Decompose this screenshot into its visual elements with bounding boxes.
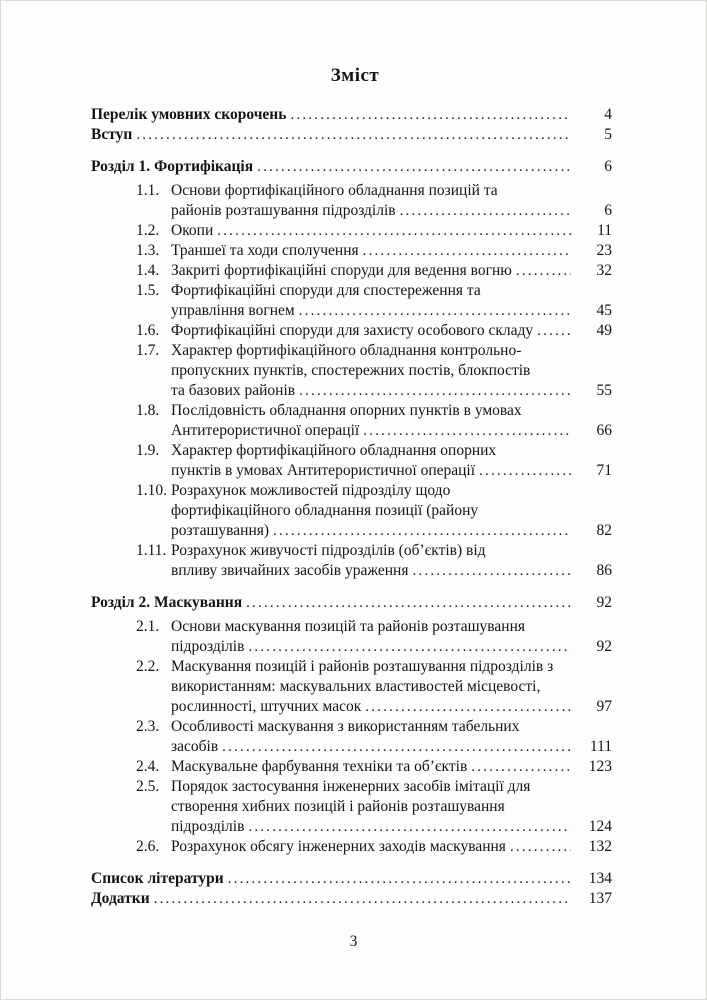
toc-page-number: 45 — [596, 302, 612, 319]
toc-entry-text: Розрахунок обсягу інженерних заходів маскування — [171, 838, 506, 855]
toc-entry-text: підрозділів — [171, 818, 245, 835]
toc-dot-leader — [154, 889, 571, 909]
toc-heading-row — [91, 869, 619, 889]
toc-entry-number: 1.1. — [136, 182, 160, 199]
toc-heading-label: Перелік умовних скорочень — [91, 106, 287, 123]
toc-entry-number: 1.2. — [136, 222, 160, 239]
toc-dot-leader — [257, 157, 571, 177]
toc-entry-text: пропускних пунктів, спостережних постів, блокпостів — [171, 362, 531, 379]
toc-dot-leader — [248, 637, 571, 657]
toc-entry-number: 1.7. — [136, 342, 160, 359]
toc-page-number: 6 — [604, 202, 612, 219]
toc-entry-row — [91, 677, 619, 697]
toc-entry-number: 1.4. — [136, 262, 160, 279]
toc-entry-text: впливу звичайних засобів ураження — [171, 562, 409, 579]
page-title: Зміст — [330, 65, 380, 86]
toc-entry-number: 2.2. — [136, 658, 160, 675]
toc-dot-leader — [136, 125, 571, 145]
toc-entry-text: Антитерористичної операції — [171, 422, 360, 439]
folio-page-number: 3 — [349, 933, 358, 950]
toc-entry-row — [91, 737, 619, 757]
toc-entry-text: Особливості маскування з використанням табельних — [171, 718, 520, 735]
toc-entry-number: 1.5. — [136, 282, 160, 299]
toc-page-number: 49 — [596, 322, 612, 339]
toc-entry-row — [91, 541, 619, 561]
toc-page-number: 5 — [604, 126, 612, 143]
toc-page-number: 123 — [588, 758, 612, 775]
toc-entry-text: Фортифікаційні споруди для спостереження та — [171, 282, 481, 299]
toc-entry-row — [91, 321, 619, 341]
toc-page-number: 82 — [596, 522, 612, 539]
toc-entry-row — [91, 261, 619, 281]
toc-dot-leader — [510, 837, 571, 857]
toc-page-number: 32 — [596, 262, 612, 279]
toc-entry-text: районів розташування підрозділів — [171, 202, 396, 219]
toc-dot-leader — [479, 461, 571, 481]
toc-entry-number: 1.3. — [136, 242, 160, 259]
toc-entry-row — [91, 341, 619, 361]
toc-entry-row — [91, 221, 619, 241]
toc-heading-label: Додатки — [91, 890, 150, 907]
toc-page-number: 92 — [596, 594, 612, 611]
toc-entry-number: 2.1. — [136, 618, 160, 635]
toc-entry-row — [91, 361, 619, 381]
toc-page-number: 86 — [596, 562, 612, 579]
toc-heading-label: Розділ 2. Маскування — [91, 594, 243, 611]
toc-entry-row — [91, 201, 619, 221]
toc-entry-text: Маскувальне фарбування техніки та об’єктів — [171, 758, 468, 775]
toc-dot-leader — [363, 241, 571, 261]
toc-entry-row — [91, 817, 619, 837]
toc-entry-text: Окопи — [171, 222, 214, 239]
toc-entry-text: використанням: маскувальних властивостей місцевості, — [171, 678, 541, 695]
toc-entry-number: 1.11. — [136, 542, 167, 559]
toc-entry-row — [91, 381, 619, 401]
toc-dot-leader — [273, 521, 571, 541]
toc-entry-number: 1.10. — [136, 482, 167, 499]
toc-entry-number: 2.3. — [136, 718, 160, 735]
toc-page-number: 71 — [596, 462, 612, 479]
toc-page-number: 55 — [596, 382, 612, 399]
toc-entry-row — [91, 281, 619, 301]
toc-heading-label: Список літератури — [91, 870, 224, 887]
toc-entry-row — [91, 301, 619, 321]
toc-entry-row — [91, 757, 619, 777]
toc-heading-row — [91, 593, 619, 613]
toc-entry-number: 2.6. — [136, 838, 160, 855]
toc-entry-text: Порядок застосування інженерних засобів імітації для — [171, 778, 531, 795]
toc-page-number: 124 — [588, 818, 612, 835]
toc-entry-text: пунктів в умовах Антитерористичної операції — [171, 462, 476, 479]
toc-page-number: 23 — [596, 242, 612, 259]
toc-dot-leader — [248, 817, 571, 837]
toc-entry-row — [91, 181, 619, 201]
toc-entry-row — [91, 777, 619, 797]
toc-dot-leader — [400, 201, 571, 221]
toc-page-number: 137 — [588, 890, 612, 907]
toc-dot-leader — [228, 869, 571, 889]
toc-entry-text: Маскування позицій і районів розташування підрозділів з — [171, 658, 554, 675]
toc-page-number: 6 — [604, 158, 612, 175]
toc-list — [91, 105, 619, 909]
toc-dot-leader — [217, 221, 571, 241]
toc-entry-text: та базових районів — [171, 382, 296, 399]
toc-entry-row — [91, 717, 619, 737]
toc-dot-leader — [290, 105, 571, 125]
toc-dot-leader — [246, 593, 571, 613]
toc-entry-row — [91, 521, 619, 541]
toc-entry-text: Основи фортифікаційного обладнання позицій та — [171, 182, 498, 199]
toc-entry-text: фортифікаційного обладнання позиції (району — [171, 502, 479, 519]
toc-dot-leader — [222, 737, 571, 757]
toc-heading-row — [91, 105, 619, 125]
toc-entry-text: розташування) — [171, 522, 270, 539]
toc-entry-text: засобів — [171, 738, 219, 755]
toc-page-number: 132 — [588, 838, 612, 855]
toc-entry-text: Розрахунок можливостей підрозділу щодо — [171, 482, 451, 499]
toc-heading-row — [91, 889, 619, 909]
toc-page-number: 66 — [596, 422, 612, 439]
toc-entry-text: Основи маскування позицій та районів розташування — [171, 618, 526, 635]
toc-page-number: 4 — [604, 106, 612, 123]
toc-entry-row — [91, 461, 619, 481]
toc-entry-text: Закриті фортифікаційні споруди для ведення вогню — [171, 262, 512, 279]
toc-entry-text: управління вогнем — [171, 302, 295, 319]
toc-entry-text: підрозділів — [171, 638, 245, 655]
toc-entry-number: 1.9. — [136, 442, 160, 459]
toc-content — [91, 63, 619, 909]
toc-entry-row — [91, 501, 619, 521]
toc-entry-row — [91, 697, 619, 717]
toc-dot-leader — [299, 301, 571, 321]
toc-entry-row — [91, 441, 619, 461]
toc-page-number: 92 — [596, 638, 612, 655]
toc-heading-label: Розділ 1. Фортифікація — [91, 158, 254, 175]
toc-dot-leader — [412, 561, 571, 581]
toc-entry-row — [91, 837, 619, 857]
toc-entry-row — [91, 657, 619, 677]
toc-entry-row — [91, 637, 619, 657]
toc-dot-leader — [516, 261, 571, 281]
toc-entry-row — [91, 617, 619, 637]
toc-page-number: 111 — [589, 738, 612, 755]
toc-page-number: 97 — [596, 698, 612, 715]
toc-entry-text: Характер фортифікаційного обладнання опорних — [171, 442, 497, 459]
toc-entry-number: 2.5. — [136, 778, 160, 795]
toc-entry-text: Послідовність обладнання опорних пунктів в умовах — [171, 402, 522, 419]
toc-page-number: 11 — [597, 222, 612, 239]
toc-dot-leader — [365, 697, 571, 717]
toc-entry-row — [91, 401, 619, 421]
toc-dot-leader — [471, 757, 571, 777]
toc-entry-text: Розрахунок живучості підрозділів (об’єктів) від — [171, 542, 486, 559]
toc-dot-leader — [363, 421, 571, 441]
toc-dot-leader — [299, 381, 571, 401]
toc-entry-text: створення хибних позицій і районів розташування — [171, 798, 505, 815]
toc-heading-row — [91, 157, 619, 177]
toc-entry-row — [91, 797, 619, 817]
toc-entry-row — [91, 481, 619, 501]
toc-page-number: 134 — [588, 870, 612, 887]
toc-entry-number: 1.8. — [136, 402, 160, 419]
toc-entry-row — [91, 241, 619, 261]
toc-dot-leader — [537, 321, 571, 341]
toc-entry-text: Фортифікаційні споруди для захисту особового складу — [171, 322, 534, 339]
toc-heading-row — [91, 125, 619, 145]
toc-entry-text: рослинності, штучних масок — [171, 698, 362, 715]
toc-entry-text: Характер фортифікаційного обладнання контрольно- — [171, 342, 522, 359]
toc-entry-text: Траншеї та ходи сполучення — [171, 242, 359, 259]
toc-entry-number: 1.6. — [136, 322, 160, 339]
toc-entry-row — [91, 561, 619, 581]
toc-entry-row — [91, 421, 619, 441]
toc-entry-number: 2.4. — [136, 758, 160, 775]
toc-heading-label: Вступ — [91, 126, 133, 143]
